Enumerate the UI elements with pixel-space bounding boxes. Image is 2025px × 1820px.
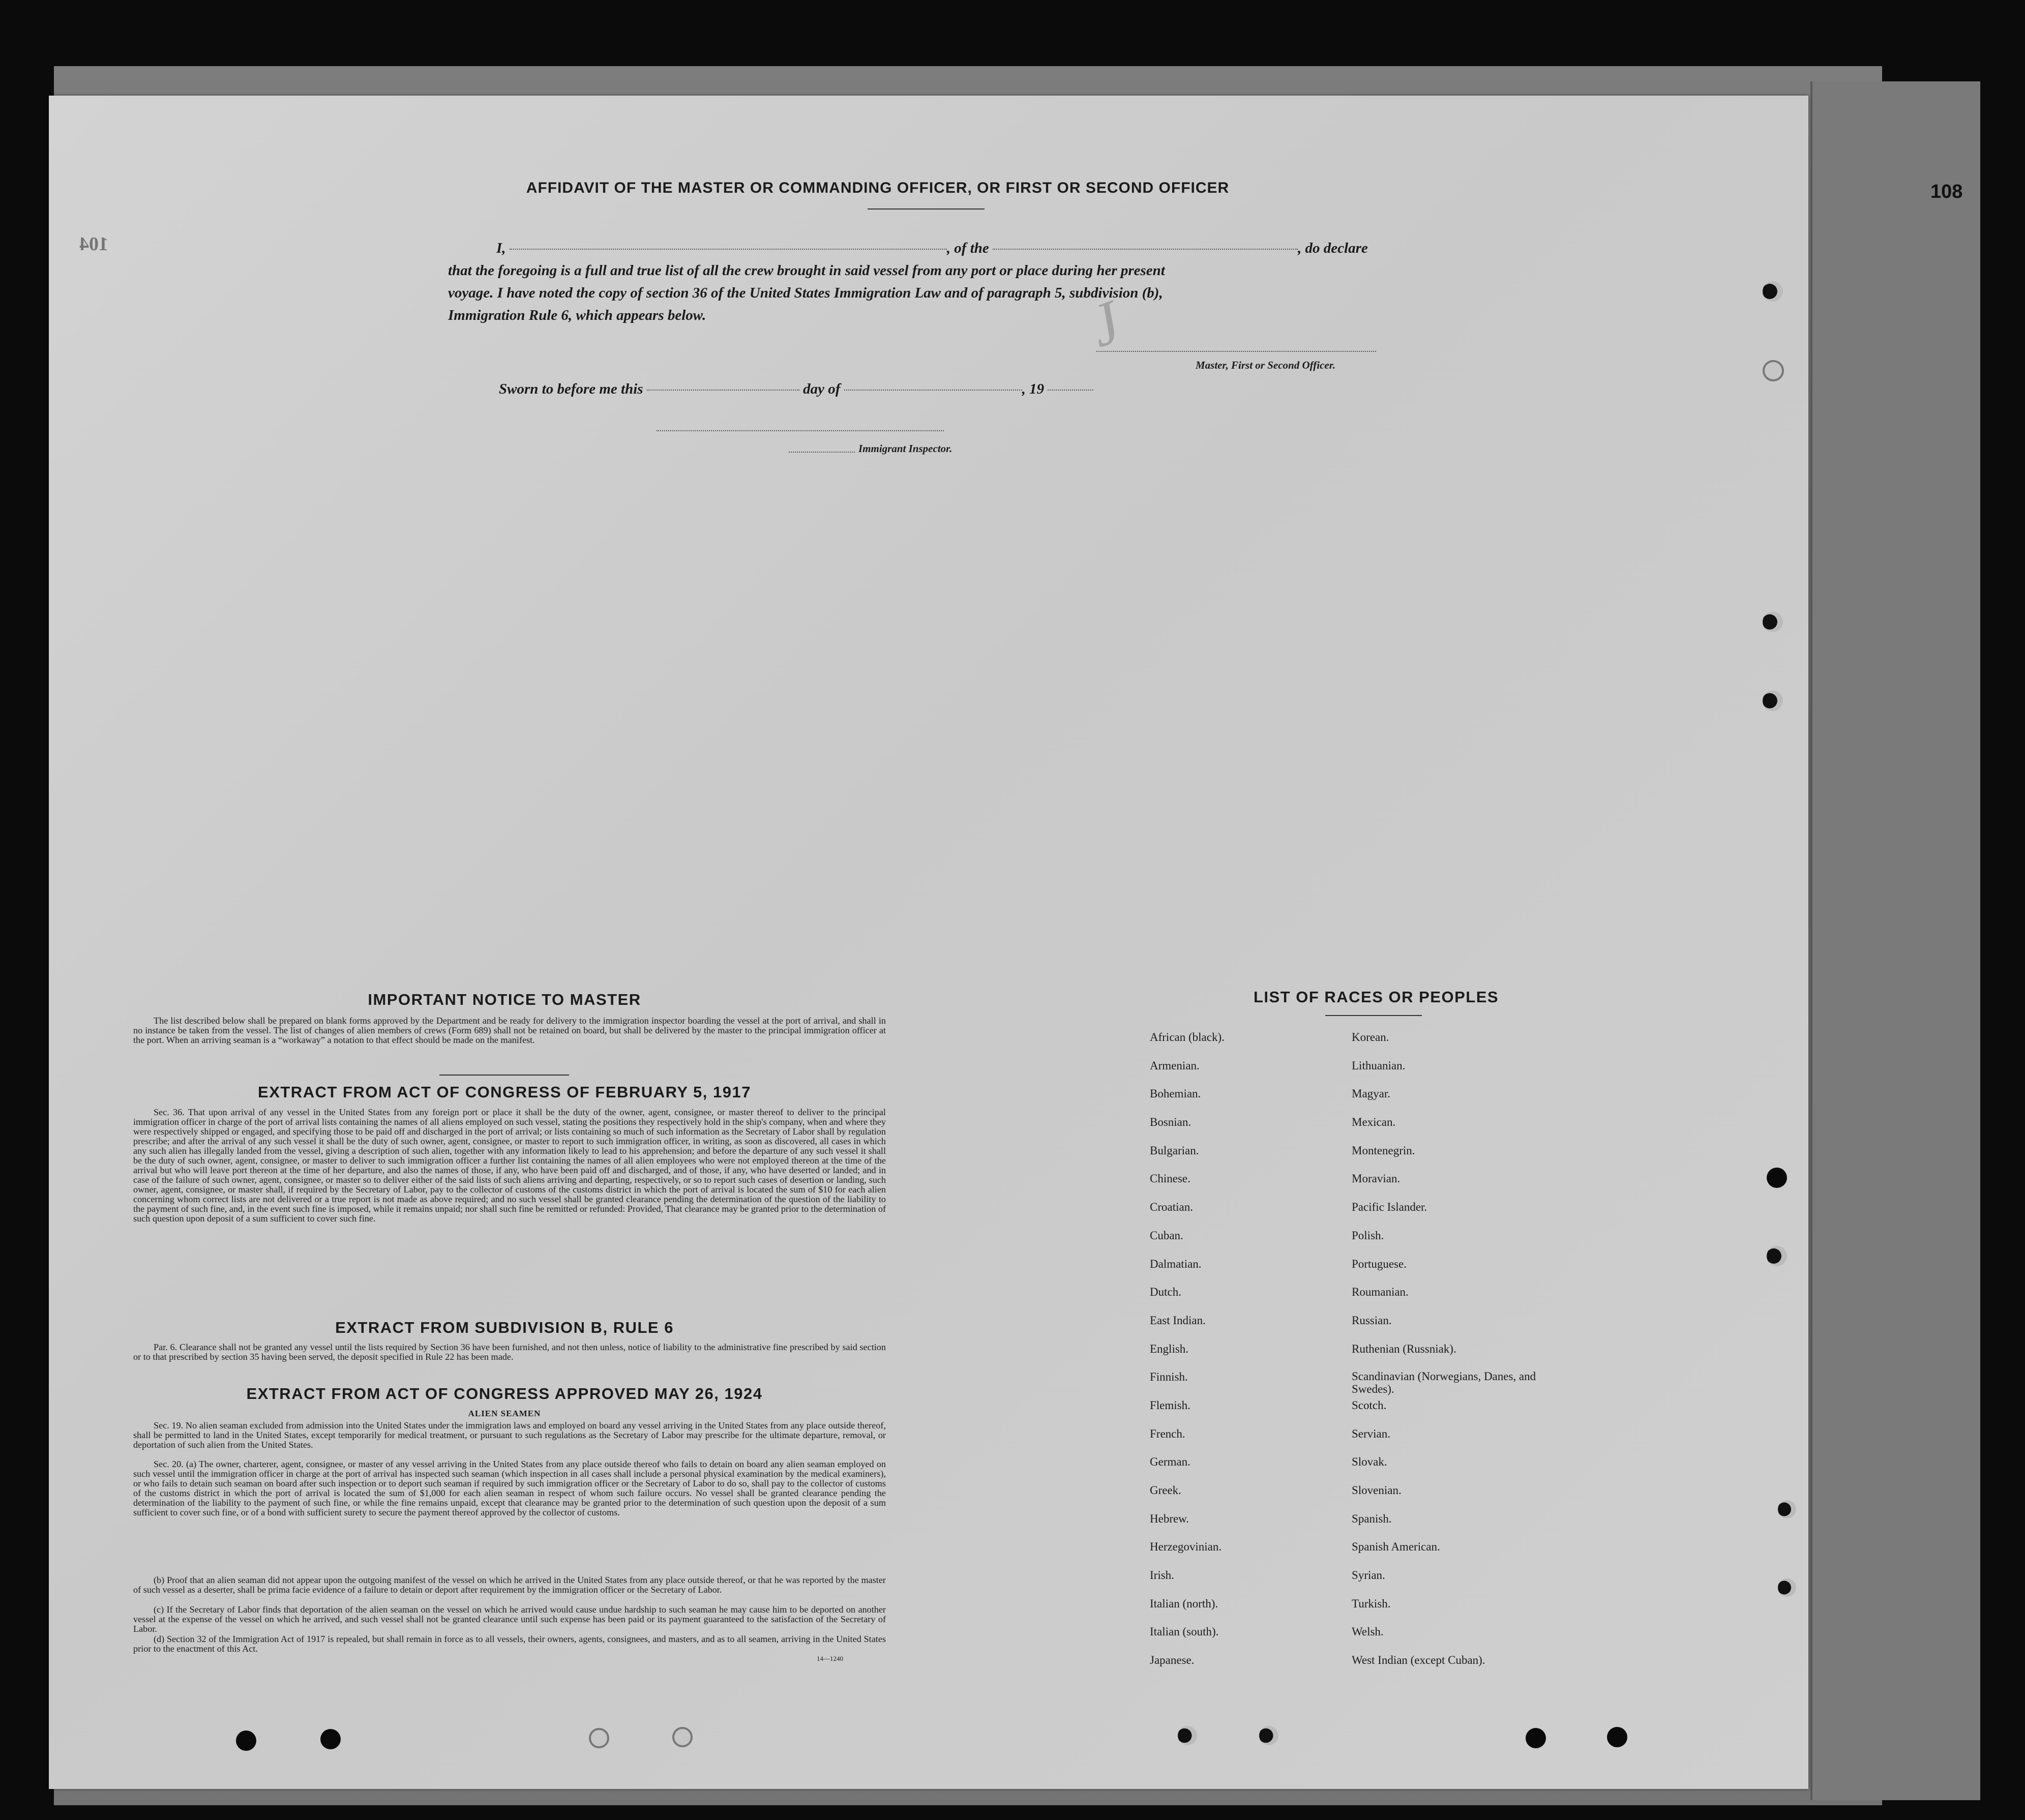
subdivision-body: Par. 6. Clearance shall not be granted any vessel until the lists required by Section 36 have been furnished, and not then unless, notice of liability to the administrative fine prescribed by said section or to that prescribed by section 35 having been served, the deposit specified in Rule 22 has been made.	[133, 1342, 886, 1362]
punch-hole	[1607, 1727, 1627, 1747]
punch-hole	[589, 1728, 609, 1748]
race-item: West Indian (except Cuban).	[1352, 1654, 1485, 1667]
sec-20d-text: (d) Section 32 of the Immigration Act of 1917 is repealed, but shall remain in force as to all vessels, their owners, agents, consignees, and masters, and as to all seamen, arriving in the United States prior to the enactment of this Act.	[133, 1634, 886, 1654]
form-number: 14—1240	[817, 1655, 843, 1662]
notice-rule	[439, 1075, 569, 1076]
race-item: Italian (north).	[1150, 1597, 1218, 1610]
race-item: Mexican.	[1352, 1116, 1396, 1129]
race-item: Bohemian.	[1150, 1087, 1201, 1100]
punch-hole	[1178, 1726, 1197, 1745]
race-item: Scotch.	[1352, 1398, 1387, 1412]
notice-title: IMPORTANT NOTICE TO MASTER	[368, 991, 641, 1008]
race-item: Scandinavian (Norwegians, Danes, and Swedes).	[1352, 1370, 1536, 1396]
alien-seamen-subtitle: ALIEN SEAMEN	[468, 1409, 541, 1418]
race-item: Slovak.	[1352, 1455, 1387, 1469]
master-signature-label: Master, First or Second Officer.	[1196, 359, 1335, 371]
race-item: African (black).	[1150, 1031, 1225, 1043]
affidavit-line-2: that the foregoing is a full and true list of all the crew brought in said vessel from any port or place during her present	[448, 262, 1165, 279]
punch-hole	[1778, 1500, 1796, 1518]
race-item: Italian (south).	[1150, 1625, 1219, 1638]
race-item: Japanese.	[1150, 1654, 1195, 1667]
affidavit-title-rule	[868, 208, 985, 210]
race-item: English.	[1150, 1342, 1189, 1355]
race-item: Hebrew.	[1150, 1512, 1189, 1525]
sec-20c-text: (c) If the Secretary of Labor finds that deportation of the alien seaman on the vessel on which he arrived would cause undue hardship to such seaman he may cause him to be deported on another vessel at the expense of the vessel on which he arrived, and such vessel shall not be granted clearance until such expense has been paid or its payment guaranteed to the satisfaction of the Secretary of Labor.	[133, 1604, 886, 1634]
sworn-year-field[interactable]	[1048, 390, 1093, 391]
race-item: Welsh.	[1352, 1625, 1384, 1638]
extract-1924-title: EXTRACT FROM ACT OF CONGRESS APPROVED MAY 26, 1924	[246, 1385, 763, 1403]
race-item: Turkish.	[1352, 1597, 1391, 1610]
punch-hole	[1259, 1726, 1278, 1745]
race-item: Croatian.	[1150, 1201, 1193, 1214]
race-item: Magyar.	[1352, 1087, 1391, 1100]
punch-hole	[236, 1731, 256, 1751]
race-item: East Indian.	[1150, 1314, 1206, 1327]
race-item: Flemish.	[1150, 1398, 1190, 1412]
race-item: Syrian.	[1352, 1569, 1385, 1582]
race-item: Roumanian.	[1352, 1286, 1409, 1299]
race-item: Finnish.	[1150, 1370, 1188, 1384]
inspector-label: Immigrant Inspector.	[858, 442, 952, 455]
punch-hole	[320, 1729, 341, 1749]
master-signature-field[interactable]	[1096, 351, 1376, 352]
sec-20a-text: Sec. 20. (a) The owner, charterer, agent, consignee, or master of any vessel arriving in the United States from any place outside thereof who fails to detain on board any alien seaman employed on such vessel until the immigration officer in charge at the port of arrival has inspected such seaman (which inspection in all cases shall include a personal physical examination by the medical examiners), or who fails to detain such seaman on board after such inspection or to deport such seaman if required by such immigration officer or the Secretary of Labor to do so, shall pay to the collector of customs of the customs district in which the port of arrival is located the sum of $1,000 for each alien seaman in respect of whom such failure occurs. No vessel shall be granted clearance pending the determination of the liability to the payment of such fine, or while the fine remains unpaid, except that clearance may be granted prior to the determination of such question upon the deposit of a sum sufficient to cover such fine, or of a bond with sufficient surety to secure the payment thereof approved by the collector of customs.	[133, 1459, 886, 1517]
punch-hole	[1767, 1246, 1787, 1266]
margin-mark: 104	[79, 233, 108, 255]
underlying-sheet-edge	[1810, 81, 1980, 1800]
inspector-signature-field[interactable]	[657, 430, 944, 431]
race-item: Dalmatian.	[1150, 1257, 1202, 1270]
punch-hole	[1763, 281, 1783, 302]
race-item: Armenian.	[1150, 1059, 1200, 1072]
race-item: Chinese.	[1150, 1172, 1190, 1185]
race-item: Slovenian.	[1352, 1484, 1402, 1497]
race-item: Cuban.	[1150, 1229, 1183, 1242]
punch-hole	[1763, 691, 1783, 711]
extract-1917-body: Sec. 36. That upon arrival of any vessel in the United States from any foreign port or place it shall be the duty of the owner, agent, consignee, or master thereof to deliver to the principal immigration officer in charge of the port of arrival lists containing the names of all aliens employed on such vessel, stating the positions they respectively hold in the ship's company, when and where they were respectively shipped or engaged, and specifying those to be paid off and discharged in the port of arrival; or lists containing so much of such information as the Secretary of Labor shall by regulation prescribe; and after the arrival of any such vessel it shall be the duty of such owner, agent, consignee, or master to report to such immigration officer, in writing, as soon as discovered, all cases in which any such alien has illegally landed from the vessel, giving a description of such alien, together with any information likely to lead to his apprehension; and before the departure of any such vessel it shall be the duty of such owner, agent, consignee, or master to deliver to such immigration officer a further list containing the names of all alien employees who were not employed thereon at the time of the arrival but who will leave port thereon at the time of her departure, and also the names of those, if any, who have been paid off and discharged, and of those, if any, who have deserted or landed; and in case of the failure of such owner, agent, consignee, or master so to deliver either of the said lists of such aliens arriving and departing, respectively, or so to report such cases of desertion or landing, such owner, agent, consignee, or master shall, if required by the Secretary of Labor, pay to the collector of customs of the customs district in which the port of arrival is located the sum of $10 for each alien concerning whom correct lists are not delivered or a true report is not made as above required; and no such vessel shall be granted clearance pending the determination of the question of the liability to the payment of such fine, and, in the event such fine is imposed, while it remains unpaid; nor shall such fine be remitted or refunded: Provided, That clearance may be granted prior to the determination of such question upon deposit of a sum sufficient to cover such fine.	[133, 1107, 886, 1224]
race-item: Ruthenian (Russniak).	[1352, 1342, 1456, 1355]
notice-body: The list described below shall be prepared on blank forms approved by the Department and be ready for delivery to the immigration inspector boarding the vessel at the port of arrival, and shall in no instance be taken from the vessel. The list of changes of alien members of crews (Form 689) shall not be retained on board, but shall be delivered by the master to the principal immigration officer at the port. When an arriving seaman is a “workaway” a notation to that effect should be made on the manifest.	[133, 1016, 886, 1045]
punch-hole	[1526, 1728, 1546, 1748]
punch-hole	[1778, 1578, 1796, 1597]
punch-hole	[1763, 612, 1783, 632]
day-of-label: day of	[803, 381, 841, 397]
race-item: German.	[1150, 1455, 1190, 1469]
handwritten-mark: J	[1080, 287, 1129, 361]
races-column-2	[1352, 1030, 1565, 1682]
race-item: Russian.	[1352, 1314, 1392, 1327]
race-item: Lithuanian.	[1352, 1059, 1406, 1072]
sworn-month-field[interactable]	[844, 390, 1022, 391]
races-column-1	[1150, 1030, 1343, 1682]
page-number: 108	[1930, 181, 1963, 202]
do-declare-label: , do declare	[1298, 240, 1368, 256]
subdivision-title: EXTRACT FROM SUBDIVISION B, RULE 6	[335, 1319, 674, 1336]
race-item: Herzegovinian.	[1150, 1540, 1222, 1554]
race-item: Montenegrin.	[1352, 1144, 1415, 1157]
race-item: Dutch.	[1150, 1286, 1181, 1299]
race-item: Bulgarian.	[1150, 1144, 1199, 1157]
extract-1917-title: EXTRACT FROM ACT OF CONGRESS OF FEBRUARY 5, 1917	[258, 1083, 751, 1101]
declarant-name-field[interactable]	[510, 249, 947, 250]
race-item: Spanish American.	[1352, 1540, 1440, 1554]
race-item: French.	[1150, 1427, 1185, 1440]
sworn-day-field[interactable]	[647, 390, 799, 391]
race-item: Greek.	[1150, 1484, 1181, 1497]
affidavit-title: AFFIDAVIT OF THE MASTER OR COMMANDING OFFICER, OR FIRST OR SECOND OFFICER	[526, 180, 1230, 196]
race-item: Polish.	[1352, 1229, 1384, 1242]
races-rule	[1325, 1015, 1422, 1016]
sworn-label: Sworn to before me this	[499, 381, 643, 397]
race-item: Moravian.	[1352, 1172, 1401, 1185]
race-item: Spanish.	[1352, 1512, 1392, 1525]
punch-hole	[672, 1727, 693, 1747]
affidavit-line-4: Immigration Rule 6, which appears below.	[448, 307, 706, 323]
affidavit-line-3: voyage. I have noted the copy of section 36 of the United States Immigration Law and of paragraph 5, subdivision (b),	[448, 285, 1163, 301]
year-label: , 19	[1022, 381, 1045, 397]
sec-20b-text: (b) Proof that an alien seaman did not appear upon the outgoing manifest of the vessel on which he arrived in the United States from any place outside thereof, or that he was reported by the master of such vessel as a deserter, shall be prima facie evidence of a failure to detain or deport after requirement by the immigration officer or the Secretary of Labor.	[133, 1575, 886, 1595]
affidavit-i-label: I,	[496, 240, 506, 256]
race-item: Bosnian.	[1150, 1116, 1192, 1129]
vessel-name-field[interactable]	[993, 249, 1298, 250]
document-page	[49, 96, 1963, 1789]
affidavit-line-1	[496, 237, 1463, 259]
of-the-label: , of the	[946, 240, 989, 256]
races-title: LIST OF RACES OR PEOPLES	[1253, 988, 1499, 1006]
race-item: Irish.	[1150, 1569, 1174, 1582]
race-item: Portuguese.	[1352, 1257, 1407, 1270]
punch-hole	[1763, 360, 1784, 381]
race-item: Korean.	[1352, 1031, 1389, 1043]
race-item: Servian.	[1352, 1427, 1391, 1440]
inspector-prefix-field[interactable]	[789, 452, 855, 453]
race-item: Pacific Islander.	[1352, 1201, 1427, 1214]
sec-19-text: Sec. 19. No alien seaman excluded from admission into the United States under the immigration laws and employed on board any vessel arriving in the United States from any place outside thereof, shall be permitted to land in the United States, except temporarily for medical treatment, or pursuant to such regulations as the Secretary of Labor may prescribe for the ultimate departure, removal, or deportation of such alien from the United States.	[133, 1420, 886, 1450]
punch-hole	[1767, 1168, 1787, 1188]
sworn-line	[499, 378, 1211, 400]
